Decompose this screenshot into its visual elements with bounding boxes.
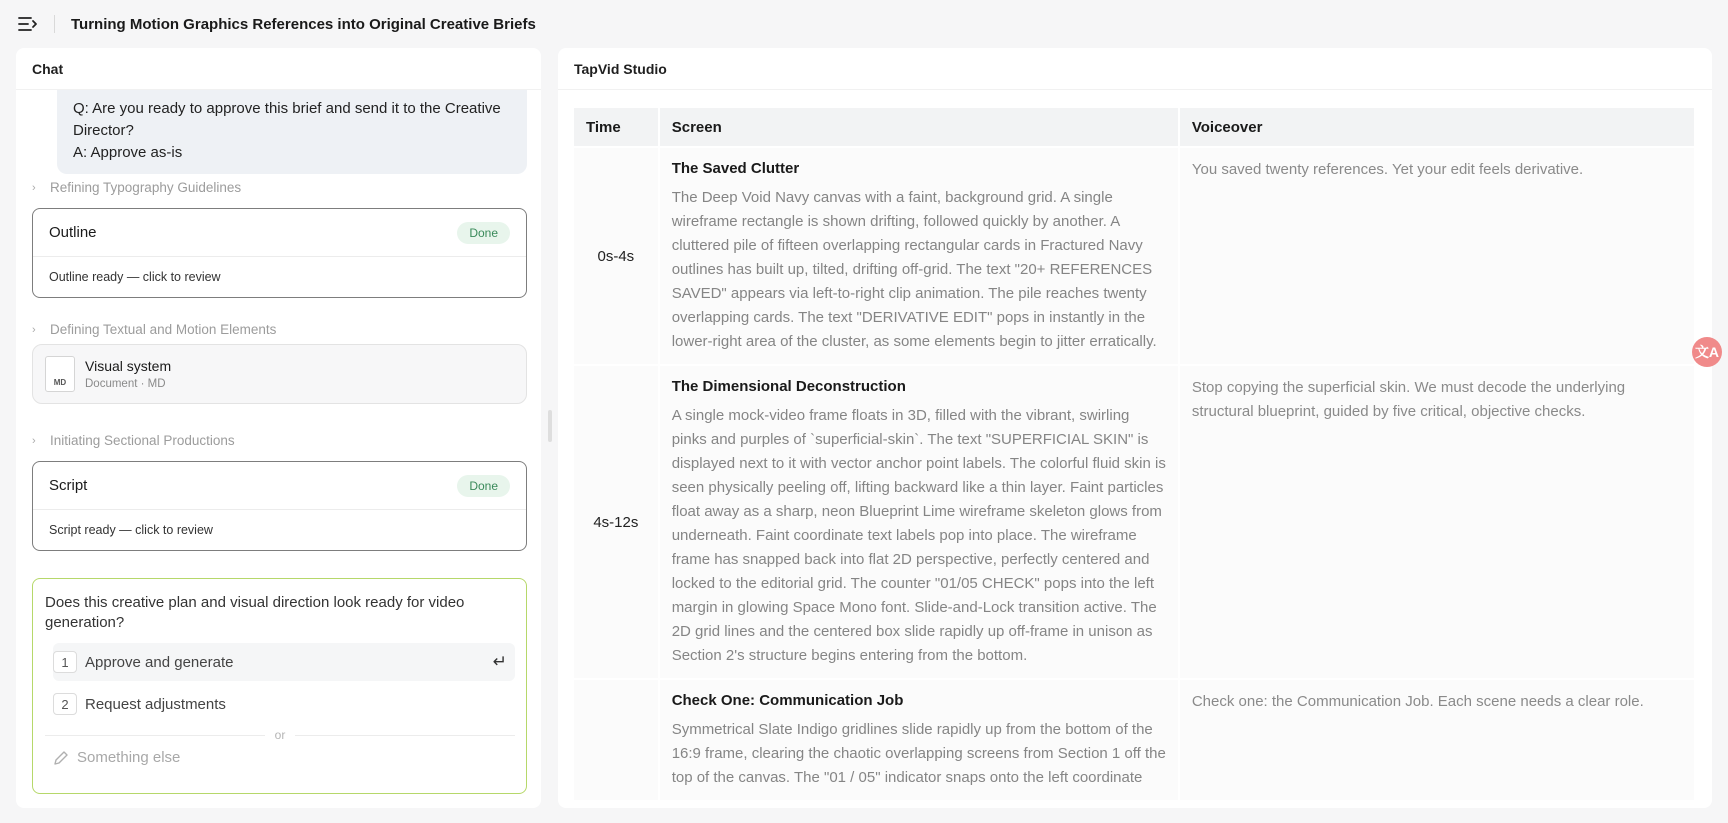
status-badge: Done <box>457 222 510 244</box>
step-refining-typography[interactable] <box>32 180 241 195</box>
page-title: Turning Motion Graphics References into Original Creative Briefs <box>71 15 536 33</box>
chat-panel <box>16 48 541 808</box>
script-card-subtitle: Script ready — click to review <box>49 523 213 537</box>
scene-description: Symmetrical Slate Indigo gridlines slide rapidly up from the bottom of the 16:9 frame, clearing the chaotic overlapping screens from Section 1 off the top of the canvas. The "01 / 05" indicator snaps onto the left coordinate <box>671 721 1166 786</box>
user-message-bubble <box>57 90 527 174</box>
script-card[interactable] <box>32 461 527 551</box>
table-row <box>574 366 1696 680</box>
step-label: Defining Textual and Motion Elements <box>50 322 277 337</box>
something-else-input[interactable] <box>53 749 180 766</box>
time-cell: 0s-4s <box>574 148 658 364</box>
chevron-right-icon: › <box>32 434 36 447</box>
column-header-time: Time <box>574 108 658 146</box>
script-card-header <box>33 462 526 510</box>
scene-description: A single mock-video frame floats in 3D, filled with the vibrant, swirling pinks and purples of `superficial-skin`. The text "SUPERFICIAL SKIN" is displayed next to it with vector anchor point labels. The colorful fluid skin is seen physically peeling off, lifting backward like a thin layer. Faint particles float away as a sharp, neon Blueprint Lime wireframe skeleton glows from underneath. Faint coordinate text labels pop into place. The wireframe frame has snapped back into flat 2D perspective, perfectly centered and locked to the editorial grid. The counter "01/05 CHECK" pops into the left margin in glowing Space Mono font. Slide-and-Lock transition active. The 2D grid lines and the centered box slide rapidly up off-frame in unison as Section 2's structure begins entering from the bottom. <box>671 407 1166 664</box>
enter-key-icon: ↵ <box>492 652 507 671</box>
markdown-file-icon <box>45 356 75 392</box>
screen-cell <box>660 366 1178 678</box>
or-label: or <box>274 728 286 742</box>
user-message-line: Q: Are you ready to approve this brief and send it to the Creative Director? <box>73 100 501 139</box>
screen-cell <box>660 148 1178 364</box>
or-divider <box>45 729 515 741</box>
voiceover-cell: Stop copying the superficial skin. We must decode the underlying structural blueprint, guided by five critical, objective checks. <box>1180 366 1694 678</box>
something-else-placeholder: Something else <box>77 749 181 766</box>
scene-title: The Saved Clutter <box>671 160 800 177</box>
column-header-screen: Screen <box>660 108 1178 146</box>
option-label: Request adjustments <box>85 695 226 713</box>
studio-panel <box>558 48 1712 808</box>
step-label: Refining Typography Guidelines <box>50 180 242 195</box>
step-defining-elements[interactable] <box>32 322 276 337</box>
option-number: 2 <box>53 693 77 715</box>
option-approve-and-generate[interactable] <box>53 643 515 681</box>
column-header-voiceover: Voiceover <box>1180 108 1694 146</box>
sidebar-toggle-icon[interactable] <box>16 12 40 36</box>
user-message-line: A: Approve as-is <box>73 144 183 161</box>
document-name: Visual system <box>85 358 172 374</box>
header-divider <box>54 15 55 33</box>
status-badge: Done <box>457 475 510 497</box>
outline-card[interactable] <box>32 208 527 298</box>
outline-card-subtitle: Outline ready — click to review <box>49 270 221 284</box>
pencil-icon <box>53 750 69 766</box>
option-number: 1 <box>53 651 77 673</box>
translate-icon[interactable]: 文A <box>1692 337 1722 367</box>
question-text: Does this creative plan and visual direction look ready for video generation? <box>45 594 465 631</box>
scene-title: The Dimensional Deconstruction <box>671 378 906 395</box>
step-initiating-productions[interactable] <box>32 433 235 448</box>
option-label: Approve and generate <box>85 653 234 671</box>
studio-panel-header: TapVid Studio <box>558 48 1712 90</box>
option-request-adjustments[interactable] <box>53 685 515 723</box>
chevron-right-icon: › <box>32 181 36 194</box>
script-card-title: Script <box>49 477 88 494</box>
document-meta: Document · MD <box>85 378 166 390</box>
file-type-label: MD <box>53 378 67 387</box>
approval-question-card <box>32 578 527 794</box>
outline-card-title: Outline <box>49 224 97 241</box>
scene-title: Check One: Communication Job <box>671 692 904 709</box>
screen-cell <box>660 680 1178 800</box>
panel-resize-handle[interactable] <box>548 410 552 442</box>
voiceover-cell: You saved twenty references. Yet your edit feels derivative. <box>1180 148 1694 364</box>
voiceover-cell: Check one: the Communication Job. Each scene needs a clear role. <box>1180 680 1694 800</box>
divider-line <box>295 735 515 736</box>
chevron-right-icon: › <box>32 323 36 336</box>
chat-panel-header: Chat <box>16 48 541 90</box>
document-attachment[interactable] <box>32 344 527 404</box>
top-bar <box>0 0 1728 48</box>
table-row <box>574 680 1696 802</box>
script-table <box>574 108 1696 802</box>
time-cell <box>574 680 658 800</box>
table-header-row <box>574 108 1696 146</box>
chat-scroll-area[interactable] <box>16 90 541 808</box>
outline-card-header <box>33 209 526 257</box>
table-row <box>574 148 1696 366</box>
time-cell: 4s-12s <box>574 366 658 678</box>
step-label: Initiating Sectional Productions <box>50 433 235 448</box>
divider-line <box>45 735 265 736</box>
scene-description: The Deep Void Navy canvas with a faint, background grid. A single wireframe rectangle is shown drifting, followed quickly by another. A cluttered pile of fifteen overlapping rectangular cards in Fractured Navy outlines has built up, tilted, drifting off-grid. The text "20+ REFERENCES SAVED" appears via left-to-right clip animation. The pile reaches twenty overlapping cards. The text "DERIVATIVE EDIT" pops in instantly in the lower-right area of the cluster, as some elements begin to jitter erratically. <box>671 189 1157 350</box>
